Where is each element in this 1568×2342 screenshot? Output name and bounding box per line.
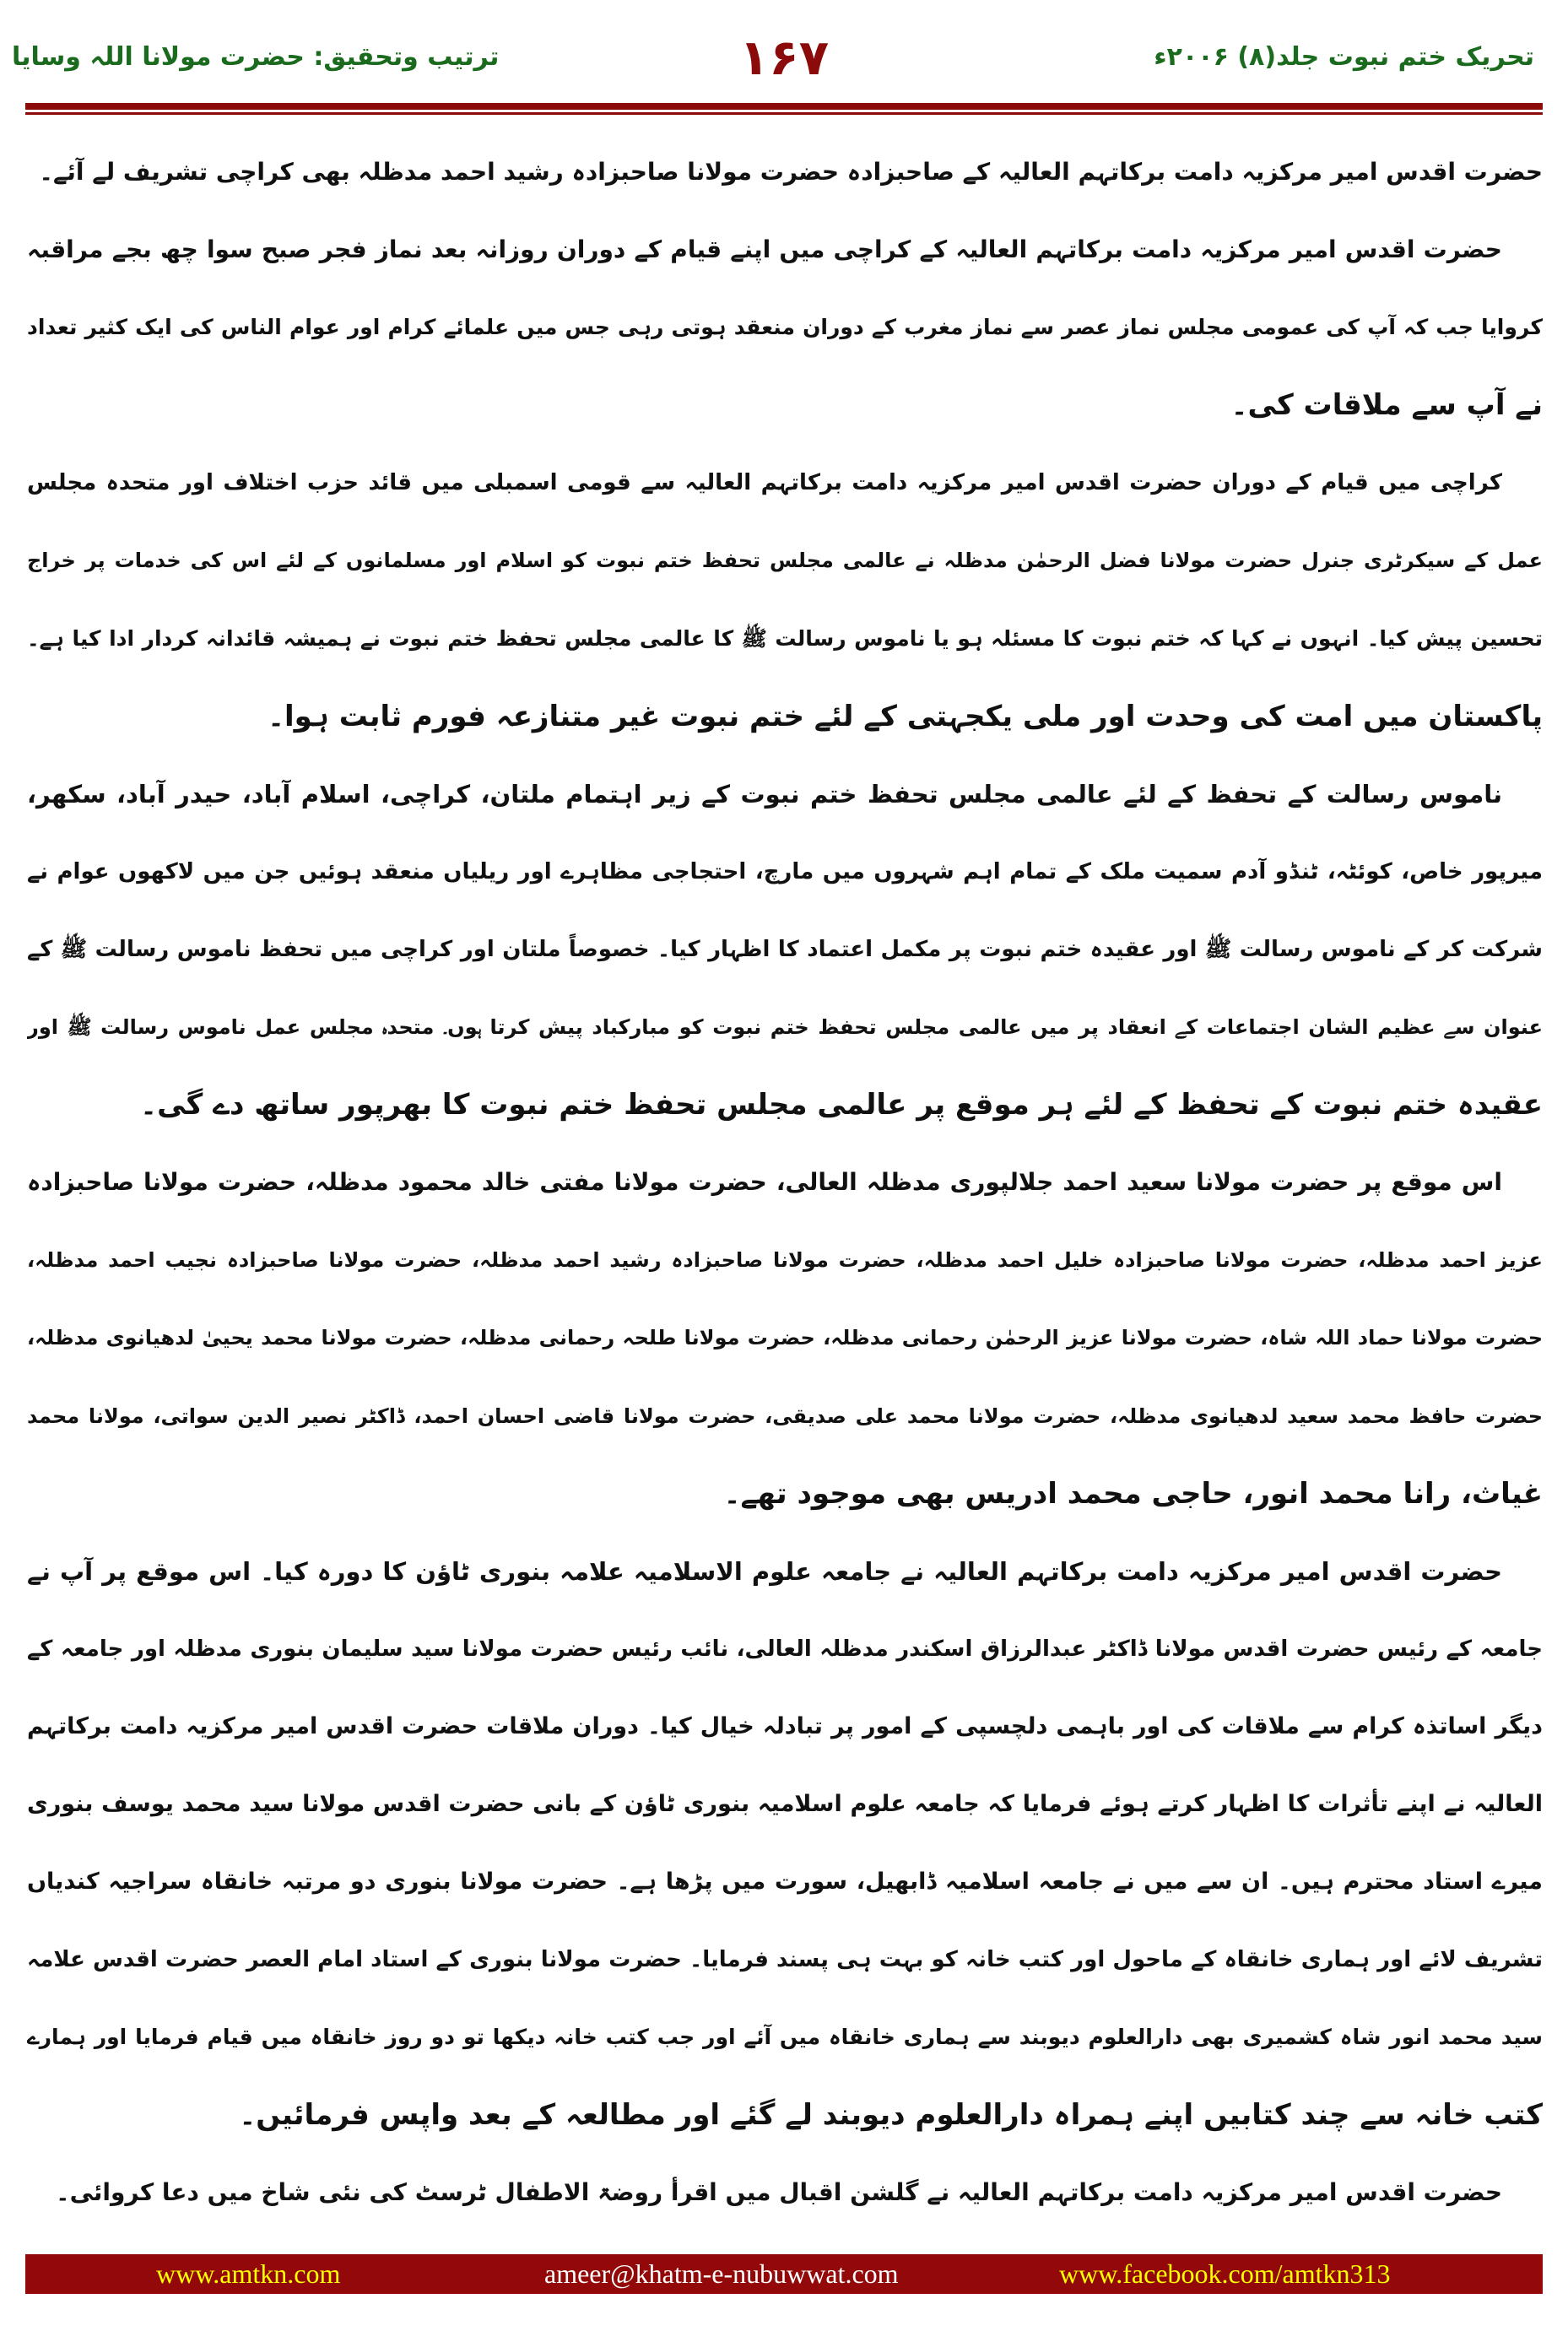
header-divider-thin: [25, 112, 1543, 115]
text-line: حضرت اقدس امیر مرکزیہ دامت برکاتہم العالیہ نے گلشن اقبال میں اقرأ روضۃ الاطفال ٹرسٹ کی نئی شاخ میں دعا کروائی۔: [56, 2178, 1502, 2207]
text-line: حضرت اقدس امیر مرکزیہ دامت برکاتہم العالیہ کے کراچی میں اپنے قیام کے دوران روزانہ بعد نماز فجر صبح سوا چھ بجے مراقبہ: [27, 235, 1502, 264]
text-line: پاکستان میں امت کی وحدت اور ملی یکجہتی کے لئے ختم نبوت غیر متنازعہ فورم ثابت ہوا۔: [268, 699, 1543, 733]
page-number: ۱۶۷: [738, 29, 830, 86]
text-line: تشریف لائے اور ہماری خانقاہ کے ماحول اور کتب خانہ کو بہت ہی پسند فرمایا۔ حضرت مولانا بنوری کے استاد امام العصر حضرت اقدس علامہ: [27, 1947, 1543, 1973]
text-line: سید محمد انور شاہ کشمیری بھی دارالعلوم دیوبند سے ہماری خانقاہ میں آئے اور جب کتب خانہ دیکھا تو دو روز خانقاہ میں قیام فرمایا اور ہمارے: [27, 2025, 1543, 2050]
text-line: حضرت اقدس امیر مرکزیہ دامت برکاتہم العالیہ نے جامعہ علوم الاسلامیہ علامہ بنوری ٹاؤن کا دورہ کیا۔ اس موقع پر آپ نے: [27, 1556, 1502, 1586]
text-line: جامعہ کے رئیس حضرت اقدس مولانا ڈاکٹر عبدالرزاق اسکندر مدظلہ العالی، نائب رئیس حضرت مولانا سید سلیمان بنوری مدظلہ اور جامعہ کے: [27, 1636, 1543, 1662]
text-line: غیاث، رانا محمد انور، حاجی محمد ادریس بھی موجود تھے۔: [723, 1476, 1543, 1511]
text-line: عنوان سے عظیم الشان اجتماعات کے انعقاد پر میں عالمی مجلس تحفظ ختم نبوت کو مبارکباد پیش کرتا ہوں۔ متحدہ مجلس عمل ناموس رسالت ﷺ اور: [27, 1015, 1543, 1040]
text-line: حضرت مولانا حماد اللہ شاہ، حضرت مولانا عزیز الرحمٰن رحمانی مدظلہ، حضرت مولانا طلحہ رحمانی مدظلہ، حضرت مولانا محمد یحییٰ لدھیانوی مدظلہ،: [27, 1326, 1543, 1350]
text-line: حضرت اقدس امیر مرکزیہ دامت برکاتہم العالیہ کے صاحبزادہ حضرت مولانا صاحبزادہ رشید احمد مدظلہ بھی کراچی تشریف لے آئے۔: [39, 158, 1543, 186]
header-divider: [25, 103, 1543, 110]
text-line: اس موقع پر حضرت مولانا سعید احمد جلالپوری مدظلہ العالی، حضرت مولانا مفتی خالد محمود مدظلہ، حضرت مولانا صاحبزادہ: [27, 1168, 1502, 1197]
email-link[interactable]: ameer@khatm-e-nubuwwat.com: [544, 2258, 899, 2289]
text-line: نے آپ سے ملاقات کی۔: [1230, 388, 1543, 423]
text-line: شرکت کر کے ناموس رسالت ﷺ اور عقیدہ ختم نبوت پر مکمل اعتماد کا اظہار کیا۔ خصوصاً ملتان اور کراچی میں تحفظ ناموس رسالت ﷺ کے: [27, 936, 1543, 962]
text-line: العالیہ نے اپنے تأثرات کا اظہار کرتے ہوئے فرمایا کہ جامعہ علوم اسلامیہ بنوری ٹاؤن کے بانی حضرت اقدس مولانا سید محمد یوسف بنوری: [27, 1790, 1543, 1817]
text-line: عقیدہ ختم نبوت کے تحفظ کے لئے ہر موقع پر عالمی مجلس تحفظ ختم نبوت کا بھرپور ساتھ دے گی۔: [140, 1088, 1543, 1122]
text-line: کراچی میں قیام کے دوران حضرت اقدس امیر مرکزیہ دامت برکاتہم العالیہ سے قومی اسمبلی میں قائد حزب اختلاف اور متحدہ مجلس: [27, 470, 1502, 496]
text-line: دیگر اساتذہ کرام سے ملاقات کی اور باہمی دلچسپی کے امور پر تبادلہ خیال کیا۔ دوران ملاقات حضرت اقدس امیر مرکزیہ دامت برکاتہم: [27, 1712, 1543, 1739]
text-line: عمل کے سیکرٹری جنرل حضرت مولانا فضل الرحمٰن مدظلہ نے عالمی مجلس تحفظ ختم نبوت کو اسلام اور مسلمانوں کے لئے اس کی خدمات پر خراج: [27, 549, 1543, 573]
text-line: کتب خانہ سے چند کتابیں اپنے ہمراہ دارالعلوم دیوبند لے گئے اور مطالعہ کے بعد واپس فرمائیں۔: [239, 2098, 1543, 2133]
text-line: کروایا جب کہ آپ کی عمومی مجلس نماز عصر سے نماز مغرب کے دوران منعقد ہوتی رہی جس میں علمائے کرام اور عوام الناس کی ایک کثیر تعداد: [27, 315, 1543, 340]
text-line: حضرت حافظ محمد سعید لدھیانوی مدظلہ، حضرت مولانا محمد علی صدیقی، حضرت مولانا قاضی احسان احمد، ڈاکٹر نصیر الدین سواتی، مولانا محمد: [27, 1404, 1543, 1428]
book-title: تحریک ختم نبوت جلد(۸) ۲۰۰۶ء: [1154, 42, 1534, 72]
text-line: ناموس رسالت کے تحفظ کے لئے عالمی مجلس تحفظ ختم نبوت کے زیر اہتمام ملتان، کراچی، اسلام آباد، حیدر آباد، سکھر،: [27, 779, 1502, 809]
text-line: تحسین پیش کیا۔ انہوں نے کہا کہ ختم نبوت کا مسئلہ ہو یا ناموس رسالت ﷺ کا عالمی مجلس تحفظ ختم نبوت نے ہمیشہ قائدانہ کردار ادا کیا ہے۔: [27, 625, 1543, 651]
text-line: میرے استاد محترم ہیں۔ ان سے میں نے جامعہ اسلامیہ ڈابھیل، سورت میں پڑھا ہے۔ حضرت مولانا بنوری دو مرتبہ خانقاہ سراجیہ کندیاں: [27, 1869, 1543, 1896]
page-body: [27, 133, 1543, 2232]
text-line: عزیز احمد مدظلہ، حضرت مولانا صاحبزادہ خلیل احمد مدظلہ، حضرت مولانا صاحبزادہ رشید احمد مدظلہ، حضرت مولانا صاحبزادہ نجیب احمد مدظلہ،: [27, 1248, 1543, 1273]
website-link[interactable]: www.amtkn.com: [156, 2258, 341, 2289]
footer-bar: [25, 2254, 1543, 2294]
facebook-link[interactable]: www.facebook.com/amtkn313: [1059, 2258, 1391, 2289]
text-line: میرپور خاص، کوئٹہ، ٹنڈو آدم سمیت ملک کے تمام اہم شہروں میں مارچ، احتجاجی مظاہرے اور ریلیاں منعقد ہوئیں جن میں لاکھوں عوام نے: [27, 858, 1543, 884]
compiler-credit: ترتیب وتحقیق: حضرت مولانا اللہ وسایا: [12, 42, 500, 72]
